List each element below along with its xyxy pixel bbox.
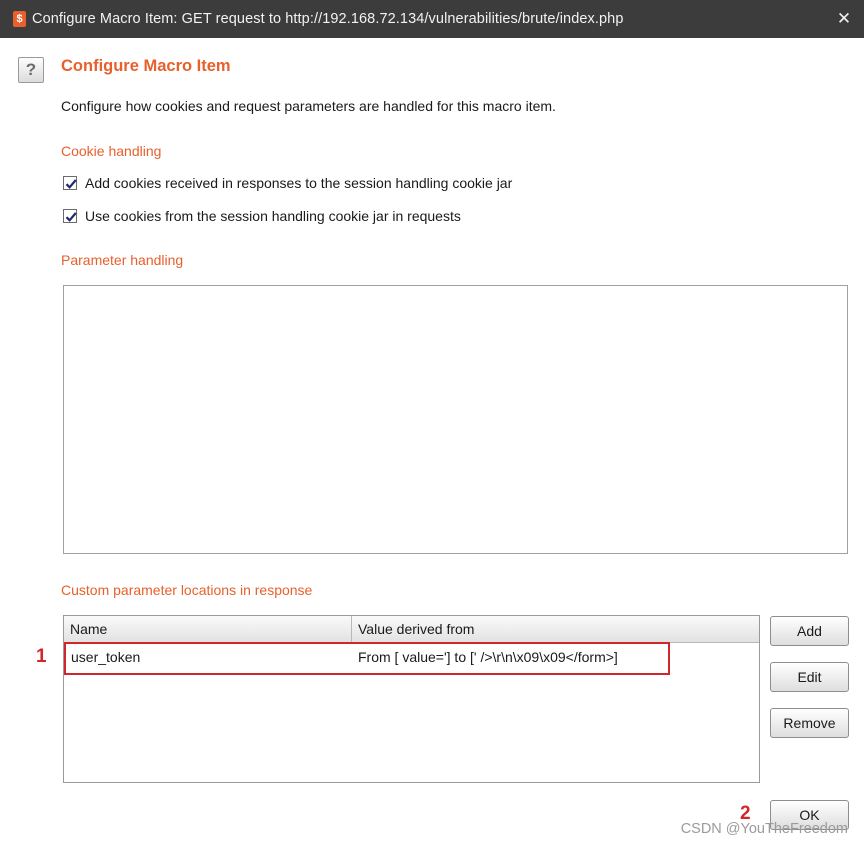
cookie-handling-label: Cookie handling	[61, 143, 162, 159]
add-cookies-label: Add cookies received in responses to the session handling cookie jar	[85, 175, 513, 191]
close-icon[interactable]: ✕	[836, 9, 852, 28]
add-button[interactable]: Add	[770, 616, 849, 646]
dialog-description: Configure how cookies and request parameters are handled for this macro item.	[61, 98, 556, 114]
use-cookies-option[interactable]	[63, 208, 461, 224]
custom-locations-label: Custom parameter locations in response	[61, 582, 313, 598]
dialog-heading: Configure Macro Item	[61, 57, 231, 75]
use-cookies-label: Use cookies from the session handling cookie jar in requests	[85, 208, 461, 224]
annotation-marker-1: 1	[36, 646, 47, 667]
burp-suite-icon: $	[13, 11, 26, 27]
watermark: CSDN @YouTheFreedom	[680, 821, 848, 837]
parameter-handling-label: Parameter handling	[61, 252, 184, 268]
window-titlebar	[0, 0, 864, 38]
window-title: Configure Macro Item: GET request to http://192.168.72.134/vulnerabilities/brute/index.php	[32, 11, 624, 27]
annotation-highlight-box	[64, 642, 670, 675]
add-cookies-checkbox[interactable]	[63, 176, 77, 190]
ok-button[interactable]: OK	[770, 800, 849, 830]
use-cookies-checkbox[interactable]	[63, 209, 77, 223]
remove-button[interactable]: Remove	[770, 708, 849, 738]
column-header-value[interactable]: Value derived from	[358, 621, 475, 637]
column-header-name[interactable]: Name	[64, 616, 352, 642]
add-cookies-option[interactable]	[63, 175, 512, 191]
cell-name: user_token	[71, 649, 141, 665]
cell-value: From [ value='] to [' />\r\n\x09\x09</form>]	[358, 649, 618, 665]
edit-button[interactable]: Edit	[770, 662, 849, 692]
help-icon[interactable]: ?	[18, 57, 44, 83]
parameter-handling-table[interactable]	[63, 285, 848, 554]
annotation-marker-2: 2	[740, 803, 751, 824]
custom-locations-table[interactable]	[63, 615, 760, 783]
table-header	[64, 616, 759, 643]
